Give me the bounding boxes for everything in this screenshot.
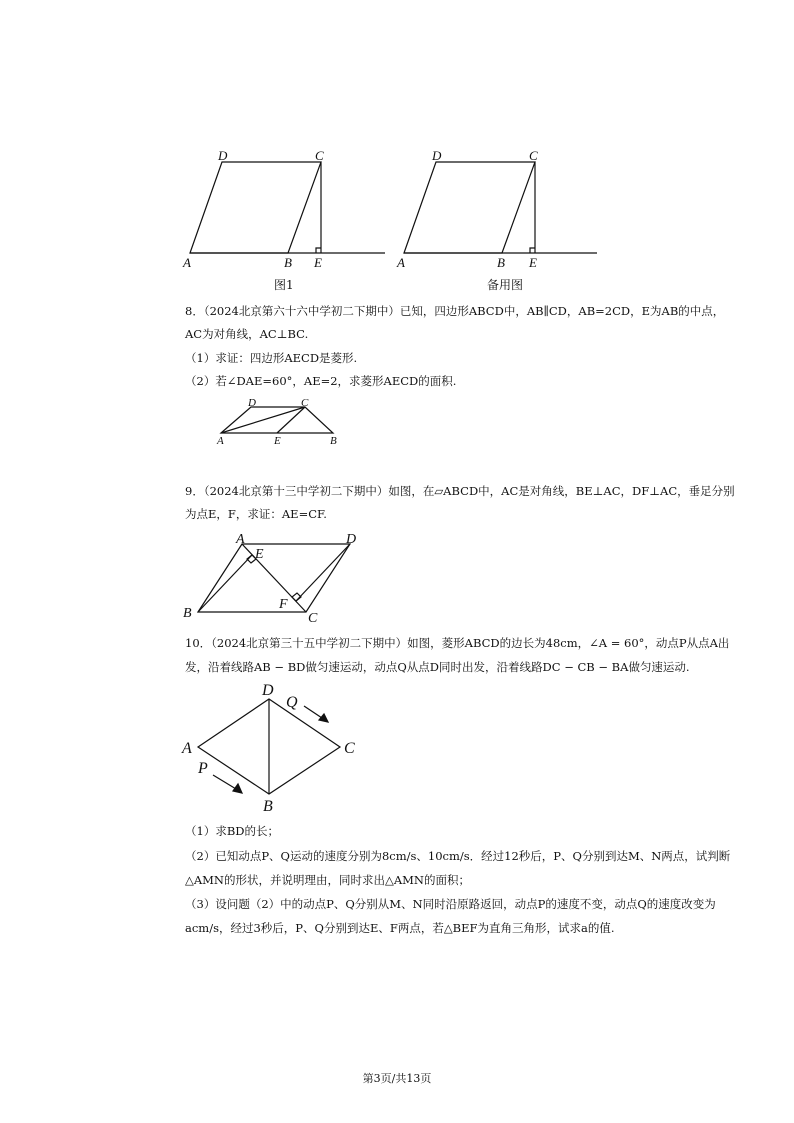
q8-figure: [210, 396, 350, 476]
fig1-label-e: E: [314, 255, 322, 270]
fig1-label-b: B: [284, 255, 292, 270]
q10-line1: 10．（2024北京第三十五中学初二下期中）如图，菱形ABCD的边长为48cm，∠A = 60°，动点P从点A出: [185, 636, 730, 650]
q9-be-perpendicular: [198, 555, 252, 612]
fig2-label-c: C: [529, 148, 538, 163]
q9-label-a: A: [236, 532, 245, 547]
figure-1: [180, 145, 390, 270]
fig2-right-angle-mark: [530, 248, 535, 253]
fig1-label-c: C: [315, 148, 324, 163]
q10-sub3-line1: （3）设问题（2）中的动点P、Q分别从M、N同时沿原路返回，动点P的速度不变，动点Q的速度改变为: [185, 897, 716, 911]
q10-sub3-line2: acm/s，经过3秒后，P、Q分别到达E、F两点，若△BEF为直角三角形，试求a的值.: [185, 921, 615, 935]
fig2-parallelogram: [404, 162, 535, 253]
q8-diagonal-ac: [221, 407, 305, 433]
q9-figure: [180, 528, 370, 628]
q8-label-a: A: [217, 435, 224, 447]
q9-line2: 为点E，F，求证：AE=CF.: [185, 507, 327, 521]
q8-sub2: （2）若∠DAE=60°，AE=2，求菱形AECD的面积.: [185, 374, 457, 388]
q9-label-f: F: [279, 597, 288, 612]
q8-label-e: E: [274, 435, 281, 447]
q9-label-e: E: [255, 547, 264, 562]
q10-label-q: Q: [286, 694, 298, 711]
q10-sub2-line1: （2）已知动点P、Q运动的速度分别为8cm/s、10cm/s．经过12秒后，P、Q分别到达M、N两点，试判断: [185, 849, 731, 863]
fig1-label-d: D: [218, 148, 228, 163]
q9-line1: 9．（2024北京第十三中学初二下期中）如图，在▱ABCD中，AC是对角线，BE⊥AC，DF⊥AC，垂足分别: [185, 484, 735, 498]
q10-label-a: A: [182, 740, 192, 757]
q8-line2: AC为对角线，AC⊥BC.: [185, 327, 309, 341]
q8-line1: 8．（2024北京第六十六中学初二下期中）已知，四边形ABCD中，AB∥CD，AB=2CD，E为AB的中点，: [185, 304, 725, 318]
q10-label-d: D: [262, 682, 274, 699]
fig1-right-angle-mark: [316, 248, 321, 253]
q8-trapezoid: [221, 407, 333, 433]
q10-line2: 发，沿着线路AB − BD做匀速运动，动点Q从点D同时出发，沿着线路DC − CB − BA做匀速运动.: [185, 660, 690, 674]
fig1-parallelogram: [190, 162, 321, 253]
q8-label-b: B: [330, 435, 337, 447]
q10-arrowhead-p: [233, 784, 242, 793]
fig2-label-a: A: [397, 255, 405, 270]
q10-sub1: （1）求BD的长；: [185, 824, 279, 838]
q10-label-p: P: [198, 760, 208, 777]
fig2-label-e: E: [529, 255, 537, 270]
q9-label-c: C: [308, 611, 318, 626]
q10-arrowhead-q: [319, 714, 328, 722]
q10-figure: [178, 680, 368, 815]
q10-sub2-line2: △AMN的形状，并说明理由，同时求出△AMN的面积；: [185, 873, 470, 887]
fig1-label-a: A: [183, 255, 191, 270]
q10-label-c: C: [344, 740, 355, 757]
q10-label-b: B: [263, 798, 273, 815]
q8-label-c: C: [301, 397, 309, 409]
page-footer: 第3页/共13页: [362, 1072, 432, 1085]
q8-label-d: D: [248, 397, 256, 409]
fig1-caption: 图1: [274, 278, 294, 292]
q8-sub1: （1）求证：四边形AECD是菱形.: [185, 351, 358, 365]
fig2-label-b: B: [497, 255, 505, 270]
q9-label-d: D: [346, 532, 357, 547]
figure-backup: [392, 145, 607, 270]
q9-df-perpendicular: [296, 544, 350, 601]
q9-diagonal-ac: [242, 544, 306, 612]
fig-backup-caption: 备用图: [487, 278, 524, 292]
fig2-label-d: D: [432, 148, 442, 163]
q9-label-b: B: [183, 606, 192, 621]
